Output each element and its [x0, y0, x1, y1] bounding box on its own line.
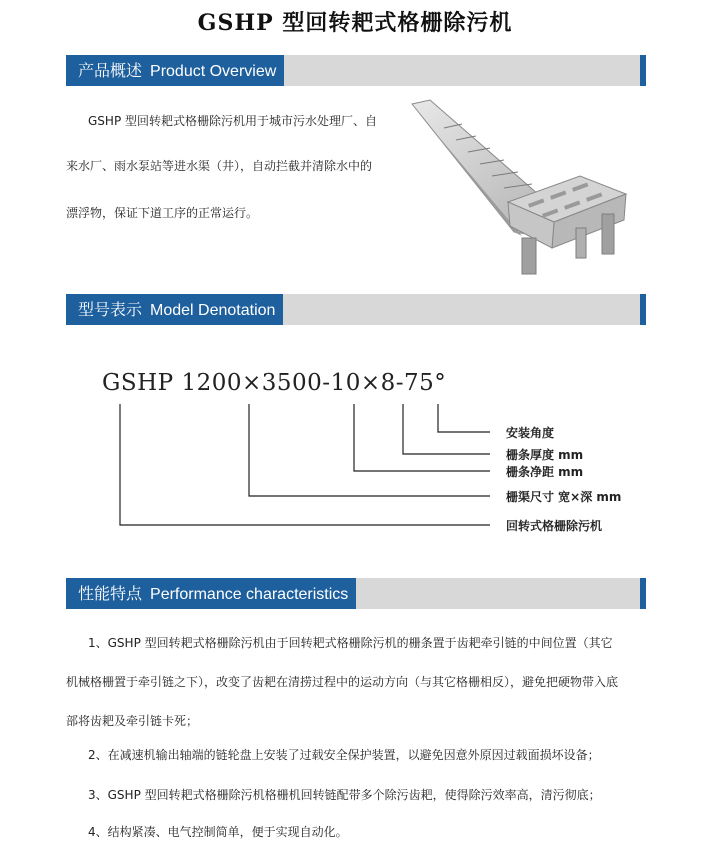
model-label-angle: 安装角度 — [506, 426, 555, 440]
page-title: GSHP 型回转耙式格栅除污机 — [197, 10, 513, 36]
section-title-performance — [66, 578, 356, 609]
section-bar-edge — [640, 55, 646, 86]
section-bar-edge — [640, 578, 646, 609]
section-title-en: Product Overview — [150, 63, 277, 80]
performance-line-5: 3、GSHP 型回转耙式格栅除污机格栅机回转链配带多个除污齿耙，使得除污效率高，清污彻底； — [88, 788, 601, 802]
performance-line-6: 4、结构紧凑、电气控制简单，便于实现自动化。 — [88, 825, 348, 839]
model-code: GSHP 1200×3500-10×8-75° — [102, 370, 447, 396]
section-title-cn: 产品概述 — [78, 61, 143, 80]
performance-line-3: 部将齿耙及牵引链卡死； — [66, 714, 199, 728]
section-title-overview — [66, 55, 284, 86]
leader-channel — [249, 404, 490, 496]
leader-angle — [438, 404, 490, 432]
model-label-type: 回转式格栅除污机 — [506, 519, 603, 533]
section-bar-edge — [640, 294, 646, 325]
section-title-cn: 型号表示 — [78, 300, 143, 319]
overview-line-3: 漂浮物，保证下道工序的正常运行。 — [66, 206, 259, 220]
leader-type — [120, 404, 490, 525]
performance-line-4: 2、在减速机输出轴端的链轮盘上安装了过载安全保护装置，以避免因意外原因过载面损坏设备； — [88, 748, 600, 762]
model-label-thickness: 栅条厚度 mm — [506, 448, 584, 462]
section-header-performance — [66, 578, 640, 609]
overview-line-1: GSHP 型回转耙式格栅除污机用于城市污水处理厂、自 — [88, 114, 377, 128]
leader-thickness — [403, 404, 490, 454]
overview-line-2: 来水厂、雨水泵站等进水渠（井），自动拦截并清除水中的 — [66, 159, 373, 173]
leader-spacing — [354, 404, 490, 471]
section-title-cn: 性能特点 — [78, 584, 143, 603]
model-label-spacing: 栅条净距 mm — [506, 465, 584, 479]
performance-line-1: 1、GSHP 型回转耙式格栅除污机由于回转耙式格栅除污机的栅条置于齿耙牵引链的中间位置（其它 — [88, 636, 613, 650]
section-title-en: Performance characteristics — [150, 586, 349, 603]
section-title-model — [66, 294, 283, 325]
section-title-en: Model Denotation — [150, 302, 276, 319]
section-header-model — [66, 294, 640, 325]
model-label-channel: 栅渠尺寸 宽×深 mm — [506, 490, 622, 504]
performance-line-2: 机械格栅置于牵引链之下），改变了齿耙在清捞过程中的运动方向（与其它格栅相反），避免把硬物带入底 — [66, 675, 619, 689]
section-header-overview — [66, 55, 640, 86]
grating-machine-image — [404, 98, 640, 276]
